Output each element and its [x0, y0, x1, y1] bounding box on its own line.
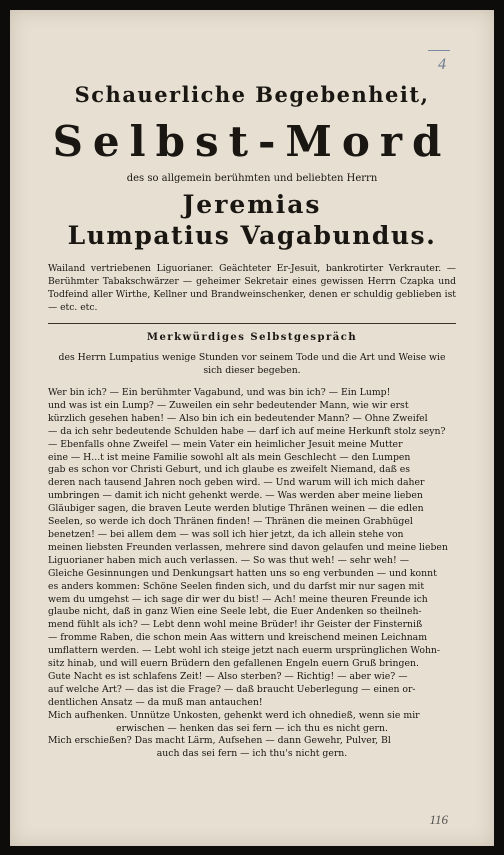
body-line: kürzlich gesehen haben! — Also bin ich ein bedeutender Mann? — Ohne Zweifel	[48, 412, 428, 424]
body-line: Gute Nacht es ist schlafens Zeit! — Also sterben? — Richtig! — aber wie? —	[48, 670, 408, 682]
body-line: und was ist ein Lump? — Zuweilen ein sehr bedeutender Mann, wie wir erst	[48, 399, 409, 411]
body-line: es anders kommen: Schöne Seelen finden sich, und du darfst mir nur sagen mit	[48, 580, 425, 592]
body-line: Seelen, so werde ich doch Thränen finden! — Thränen die meinen Grabhügel	[48, 516, 413, 528]
body-line: dentlichen Ansatz — da muß man antauchen!	[48, 696, 263, 708]
body-line: glaube nicht, daß in ganz Wien eine Seele lebt, die Euer Andenken so theilneh-	[48, 606, 422, 618]
name-full: Lumpatius Vagabundus.	[67, 221, 437, 250]
body-line: Liguorianer haben mich auch verlassen. — So was thut weh! — sehr weh! —	[48, 554, 410, 566]
body-line: — da ich sehr bedeutende Schulden habe — darf ich auf meine Herkunft stolz seyn?	[48, 425, 446, 437]
divider	[48, 323, 456, 324]
body-line: umbringen — damit ich nicht gehenkt werde. — Was werden aber meine lieben	[48, 490, 423, 502]
body-line: umflattern werden. — Lebt wohl ich steige jetzt nach euerm ursprünglichen Wohn-	[48, 645, 441, 657]
document-text	[48, 82, 456, 761]
description: Wailand vertriebenen Liguorianer. Geächteter Er-Jesuit, bankrotirter Verkrauter. — Berühmter Tabakschwärzer — geheimer Sekretair eines gewissen Herrn Czapka und Todfeind aller Wirthe, Kellner und Brandweinschenker, denen er schuldig geblieben ist — etc. etc.	[48, 263, 456, 313]
body-line: — Ebenfalls ohne Zweifel — mein Vater ein heimlicher Jesuit meine Mutter	[48, 438, 403, 450]
body-line: deren nach tausend Jahren noch geben wird. — Und warum will ich mich daher	[48, 477, 425, 489]
document-page	[10, 10, 494, 846]
body-line: — fromme Raben, die schon mein Aas wittern und kreischend meinen Leichnam	[48, 632, 428, 644]
body-line: auf welche Art? — das ist die Frage? — daß braucht Ueberlegung — einen or-	[48, 683, 416, 695]
section-heading: Merkwürdiges Selbstgespräch	[146, 332, 358, 343]
closing-line: auch das sei fern — ich thu's nicht gern.	[156, 748, 348, 760]
section-intro: des Herrn Lumpatius wenige Stunden vor seinem Tode und die Art und Weise wie sich dieser begeben.	[58, 352, 446, 376]
title-line-1: Schauerliche Begebenheit,	[74, 82, 430, 107]
body-line: wem du umgehst — ich sage dir wer du bist! — Ach! meine theuren Freunde ich	[48, 593, 428, 605]
closing-line: erwischen — henken das sei fern — ich thu es nicht gern.	[116, 722, 388, 734]
body-line: Gläubiger sagen, die braven Leute werden blutige Thränen weinen — die edlen	[48, 503, 424, 515]
page-number: 116	[429, 812, 448, 827]
body-line: eine — H...t ist meine Familie sowohl alt als mein Geschlecht — den Lumpen	[48, 451, 411, 463]
body-line: Gleiche Gesinnungen und Denkungsart hatten uns so eng verbunden — und konnt	[48, 567, 437, 579]
body-line: mend fühlt als ich? — Lebt denn wohl meine Brüder! ihr Geister der Finsterniß	[48, 619, 423, 631]
body-line: meinen liebsten Freunden verlassen, mehrere sind davon gelaufen und meine lieben	[48, 541, 448, 553]
pencil-mark	[428, 50, 450, 51]
title-subline: des so allgemein berühmten und beliebten Herrn	[126, 173, 378, 184]
closing-line: Mich aufhenken. Unnütze Unkosten, gehenkt werd ich ohnedieß, wenn sie mir	[48, 709, 420, 721]
closing-line: Mich erschießen? Das macht Lärm, Aufsehen — dann Gewehr, Pulver, Bl	[48, 735, 391, 747]
body-line: Wer bin ich? — Ein berühmter Vagabund, und was bin ich? — Ein Lump!	[48, 387, 391, 398]
pencil-number: 4	[438, 56, 446, 73]
body-line: sitz hinab, und will euern Brüdern den gefallenen Engeln euern Gruß bringen.	[48, 658, 419, 670]
name-first: Jeremias	[182, 190, 322, 219]
title-main: Selbst-Mord	[52, 117, 452, 166]
body-text	[48, 387, 456, 761]
body-line: benetzen! — bei allem dem — was soll ich hier jetzt, da ich allein stehe von	[48, 528, 404, 540]
body-line: gab es schon vor Christi Geburt, und ich glaube es zweifelt Niemand, daß es	[48, 464, 411, 476]
